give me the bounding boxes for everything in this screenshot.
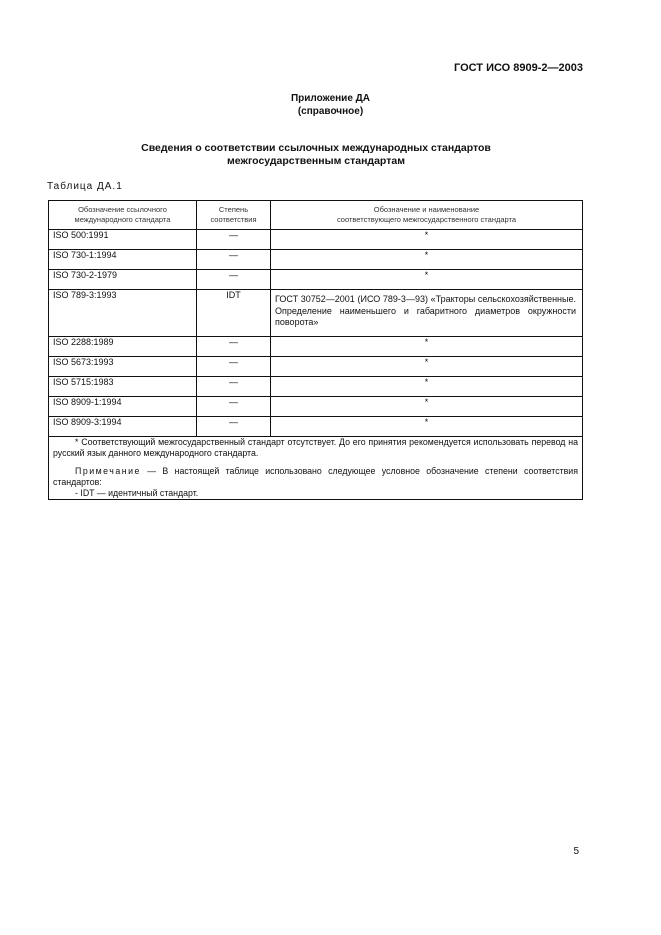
header-line: Обозначение и наименование	[373, 205, 480, 214]
national-standard: *	[271, 417, 583, 437]
document-code: ГОСТ ИСО 8909-2—2003	[453, 62, 583, 74]
page-title-line-2: межгосударственным стандартам	[227, 155, 405, 167]
national-standard: *	[271, 230, 583, 250]
standard-code: ISO 730-2-1979	[49, 270, 197, 290]
national-standard: *	[271, 377, 583, 397]
degree-of-conformity: —	[197, 250, 271, 270]
degree-of-conformity: —	[197, 357, 271, 377]
note-label: Примечание	[75, 466, 141, 476]
degree-of-conformity: —	[197, 377, 271, 397]
standard-code: ISO 8909-3:1994	[49, 417, 197, 437]
degree-of-conformity: —	[197, 337, 271, 357]
degree-of-conformity: —	[197, 397, 271, 417]
standard-code: ISO 789-3:1993	[49, 290, 197, 337]
national-standard: *	[271, 250, 583, 270]
header-line: Степень	[218, 205, 249, 214]
annex-title: Приложение ДА	[290, 93, 371, 104]
annex-heading	[0, 92, 661, 118]
standard-code: ISO 500:1991	[49, 230, 197, 250]
table-row	[49, 357, 583, 377]
table-row	[49, 397, 583, 417]
table-row	[49, 337, 583, 357]
table-row	[49, 250, 583, 270]
table-header-row	[49, 201, 583, 230]
national-standard: *	[271, 357, 583, 377]
annex-subtitle: (справочное)	[297, 106, 364, 117]
national-standard: *	[271, 270, 583, 290]
national-standard: *	[271, 397, 583, 417]
note-text: — В настоящей таблице использовано следующее условное обозначение степени соответствия стандартов:	[53, 466, 578, 487]
national-standard: ГОСТ 30752—2001 (ИСО 789-3—93) «Тракторы сельскохозяйственные. Определение наименьшего и габаритного диаметров окружности поворота»	[271, 290, 583, 337]
header-degree	[197, 201, 271, 230]
page-title	[0, 142, 632, 168]
page-number: 5	[573, 846, 579, 857]
header-line: соответствия	[210, 215, 257, 224]
standard-code: ISO 5673:1993	[49, 357, 197, 377]
header-line: международного стандарта	[74, 215, 171, 224]
table-row	[49, 417, 583, 437]
table-row	[49, 290, 583, 337]
page-title-line-1: Сведения о соответствии ссылочных международных стандартов	[141, 142, 491, 154]
header-national-standard	[271, 201, 583, 230]
table-note	[53, 466, 578, 488]
standard-code: ISO 8909-1:1994	[49, 397, 197, 417]
table-footer-row	[49, 437, 583, 500]
degree-of-conformity: IDT	[197, 290, 271, 337]
reference-standards-table	[48, 200, 583, 500]
degree-of-conformity: —	[197, 417, 271, 437]
standard-code: ISO 2288:1989	[49, 337, 197, 357]
header-line: Обозначение ссылочного	[78, 205, 167, 214]
standard-code: ISO 5715:1983	[49, 377, 197, 397]
standard-code: ISO 730-1:1994	[49, 250, 197, 270]
note-item: - IDT — идентичный стандарт.	[75, 488, 199, 498]
table-row	[49, 230, 583, 250]
national-standard: *	[271, 337, 583, 357]
degree-of-conformity: —	[197, 230, 271, 250]
header-line: соответствующего межгосударственного стандарта	[336, 215, 517, 224]
table-row	[49, 270, 583, 290]
degree-of-conformity: —	[197, 270, 271, 290]
footnote: * Соответствующий межгосударственный стандарт отсутствует. До его принятия рекомендуется использовать перевод на русский язык данного международного стандарта.	[53, 437, 578, 458]
header-reference-standard	[49, 201, 197, 230]
table-label: Таблица ДА.1	[47, 181, 123, 192]
table-footnote-cell	[49, 437, 583, 500]
table-row	[49, 377, 583, 397]
